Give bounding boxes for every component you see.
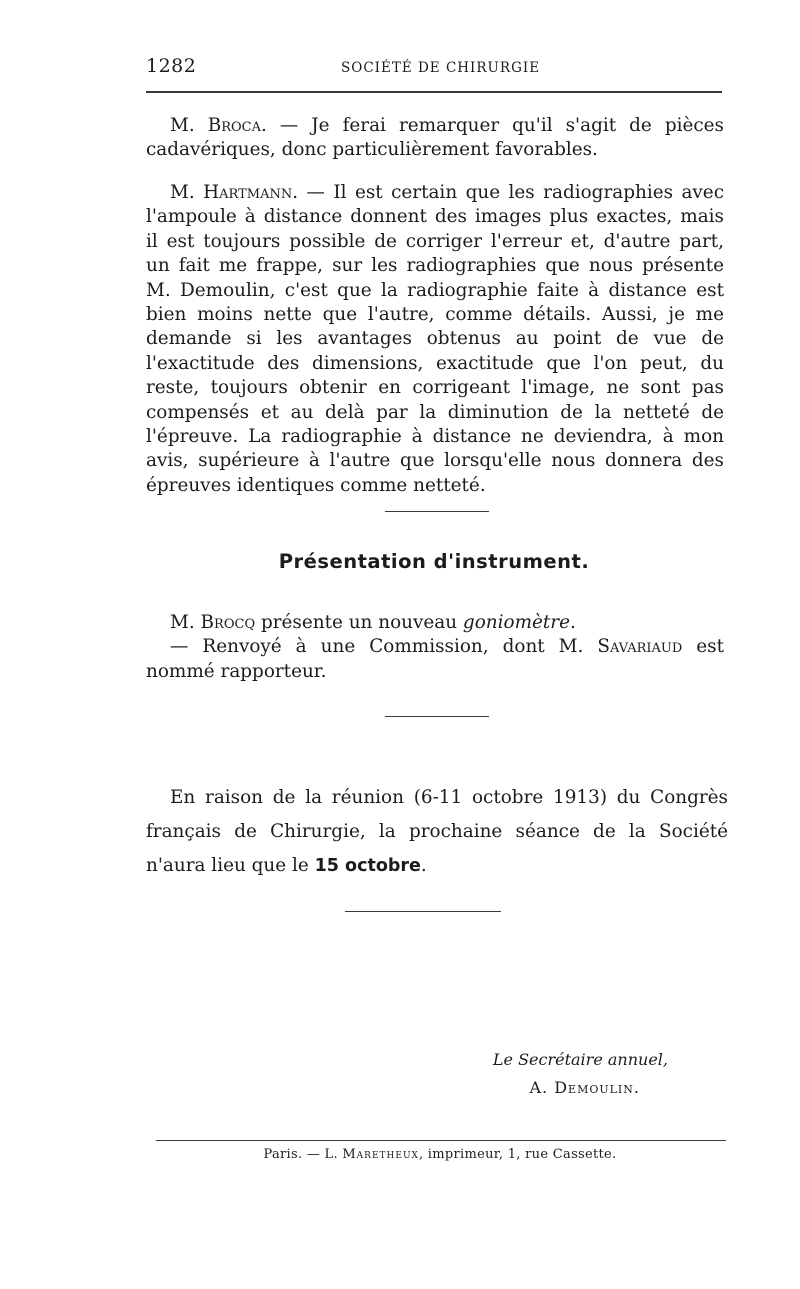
notice-end: .: [420, 855, 427, 876]
notice-text: En raison de la réunion (6-11 octobre 1913) du Congrès français de Chirurgie, la prochaine séance de la Société n'aura lieu que le: [146, 787, 728, 876]
paragraph-text: — Je ferai remarquer qu'il s'agit de pièces cadavériques, donc particulièrement favorables.: [146, 115, 724, 161]
section-title: Présentation d'instrument.: [278, 550, 590, 573]
closing-separator: [345, 911, 501, 912]
speaker-name: M. Hartmann.: [170, 182, 299, 203]
footer-rule: [156, 1140, 726, 1141]
notice-paragraph: [146, 781, 728, 883]
header-rule: [146, 91, 722, 93]
presentation-line: [146, 635, 724, 684]
imprint-dash: — L.: [302, 1147, 343, 1162]
text-fragment: — Renvoyé à une Commission, dont M.: [170, 636, 598, 658]
presentation-paragraph: [146, 611, 724, 684]
text-fragment: est nommé rapporteur.: [146, 636, 724, 682]
speaker-name: Savariaud: [597, 636, 683, 658]
imprint-address: , imprimeur, 1, rue Cassette.: [418, 1147, 617, 1162]
paragraph-broca: [146, 114, 724, 163]
text-fragment: M.: [170, 612, 201, 633]
paragraph-hartmann: [146, 181, 724, 498]
page-number: 1282: [146, 55, 197, 77]
section-separator: [385, 511, 489, 512]
signature-title: Le Secrétaire annuel,: [492, 1050, 668, 1069]
signature-block: [493, 1046, 668, 1102]
signature-surname: Demoulin.: [554, 1078, 640, 1097]
printer-imprint: [0, 1147, 800, 1162]
section-separator: [385, 716, 489, 717]
signature-name: [493, 1074, 668, 1102]
instrument-name: goniomètre.: [462, 612, 576, 633]
running-title: SOCIÉTÉ DE CHIRURGIE: [341, 60, 541, 76]
text-fragment: présente un nouveau: [255, 612, 463, 633]
imprint-printer: Maretheux: [342, 1147, 419, 1162]
speaker-name: M. Broca.: [170, 115, 267, 136]
imprint-city: Paris.: [263, 1147, 303, 1162]
notice-date: 15 octobre: [314, 856, 421, 876]
speaker-name: Brocq: [200, 612, 256, 633]
presentation-line: [146, 611, 724, 635]
paragraph-text: — Il est certain que les radiographies avec l'ampoule à distance donnent des images plus exactes, mais il est toujours possible de corriger l'erreur et, d'autre part, un fait me frappe, sur les radiographies que nous présente M. Demoulin, c'est que la radiographie faite à distance est bien moins nette que l'autre, comme détails. Aussi, je me demande si les avantages obtenus au point de vue de l'exactitude des dimensions, exactitude que l'on peut, du reste, toujours obtenir en corrigeant l'image, ne sont pas compensés et au delà par la diminution de la netteté de l'épreuve. La radiographie à distance ne deviendra, à mon avis, supérieure à l'autre que lorsqu'elle nous donnera des épreuves identiques comme netteté.: [146, 182, 724, 496]
signature-initial: A.: [529, 1078, 555, 1097]
